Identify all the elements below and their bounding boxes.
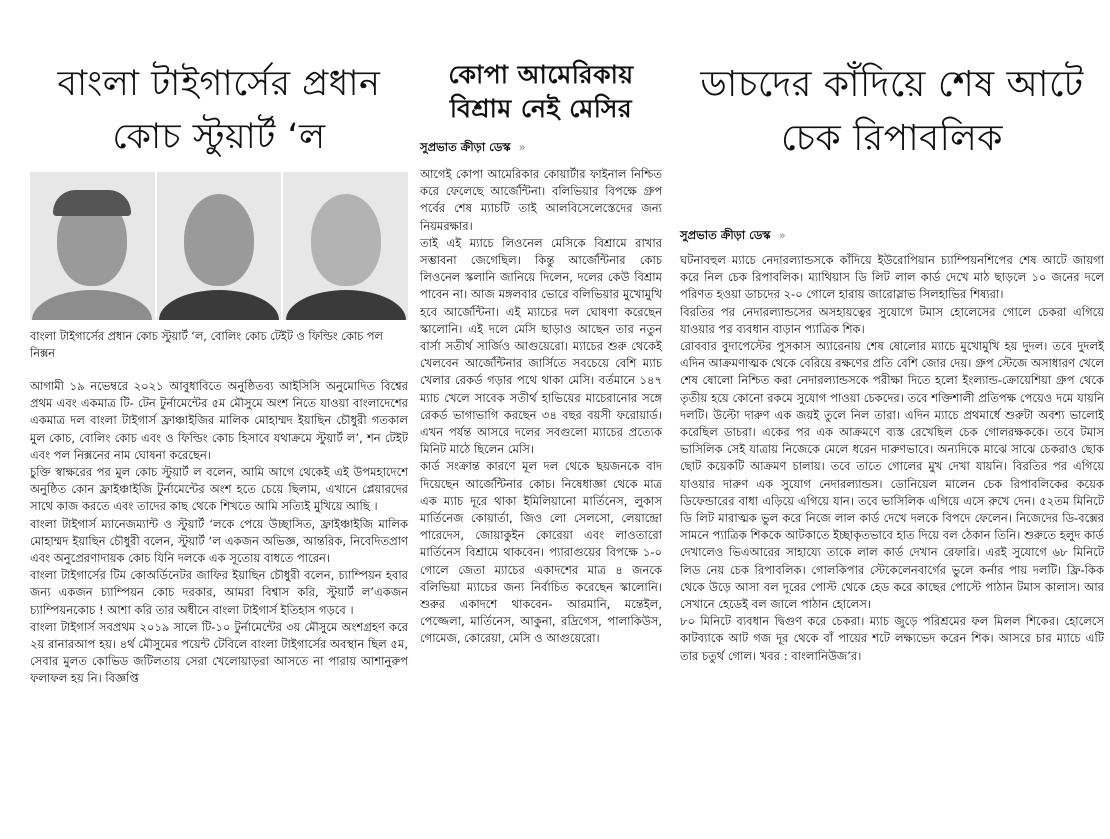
paragraph: ঘটনাবহুল ম্যাচে নেদারল্যান্ডসকে কাঁদিয়ে ইউরোপিয়ান চ্যাম্পিয়নশিপের শেষ আটে জায়গা করে নিল চেক রিপাবলিক। ম্যাথিয়াস ডি লিট লাল কার্ড দেখে মাঠ ছাড়লে ১০ জনের দলে পরিণত হওয়া ডাচদের ২-০ গোলে হারায় জারোস্লাভ সিলহাভির শিষ্যরা। [680,253,1104,302]
article-body-coach [30,378,408,688]
paragraph: বাংলা টাইগার্স সবপ্রথম ২০১৯ সালে টি-১০ টুর্নামেন্টের ৩য় মৌসুমে অংশগ্রহণ করে ২য় রানারআপ হয়। ৪র্থ মৌসুমের পয়েন্ট টেবিলে বাংলা টাইগার্সের অবস্থান ছিল ৫ম, সেবার মুলত কোভিড জটিলতায় সেরা খেলোয়াড়রা আসতে না পারায় আশানুরুপ ফলাফল হয় নি। বিজ্ঞপ্তি [30,619,408,686]
paragraph: বিরতির পর নেদারল্যান্ডসের অসহায়ত্বের সুযোগে টমাস হোলেসের গোলে চেকরা এগিয়ে যাওয়ার পর ব্যবধান বাড়ান প্যাত্রিক শিক। [680,304,1104,336]
coach-photo-shaun-tait [157,172,282,320]
paragraph: তাই এই ম্যাচে লিওনেল মেসিকে বিশ্রামে রাখার সম্ভাবনা জেগেছিল। কিন্তু আর্জেন্টিনার কোচ লিওনেল স্কলানি জানিয়ে দিলেন, দলের কেউ বিশ্রাম পাবেন না। আজ মঙ্গলবার ভোরে বলিভিয়ার মুখোমুখি হবে আর্জেন্টিনা। এই ম্যাচের দল ঘোষণা করেছেন স্কালোনি। এই দলে মেসি ছাড়াও আছেন তার নতুন বার্সা সতীর্থ সার্জিও আগুয়েরো। ম্যাচের শুরু থেকেই খেলবেন আর্জেন্টিনার জার্সিতে সবচেয়ে বেশি ম্যাচ খেলার রেকর্ড গড়ার পথে থাকা মেসি। বর্তমানে ১৪৭ ম্যাচ খেলে সাবেক সতীর্থ হাভিয়ের মাচেরানোর সঙ্গে রেকর্ড ভাগাভাগি করছেন ৩৪ বছর বয়সী ফরোয়ার্ড। এখন পর্যন্ত আসরে দলের সবগুলো ম্যাচের প্রত্যেক মিনিট মাঠে ছিলেন মেসি। [420,235,662,457]
paragraph: ৮০ মিনিটে ব্যবধান দ্বিগুণ করে চেকরা। ম্যাচ জুড়ে পরিশ্রমের ফল মিলল শিকের। হোলেসে কাটব্যাকে আট গজ দূর থেকে বাঁ পায়ের শটে লক্ষ্যভেদ করেন শিক। আসরে চার ম্যাচে এটি তার চতুর্থ গোল। খবর : বাংলানিউজ’র। [680,614,1104,663]
article-messi-column [420,0,662,648]
article-headline-coach: বাংলা টাইগার্সের প্রধান কোচ স্টুয়ার্ট ‘ল [57,64,381,157]
coach-photo-paul-nixon [283,172,408,320]
byline-text: সুপ্রভাত ক্রীড়া ডেস্ক [420,140,511,154]
paragraph: রোববার বুদাপেস্টের পুসকাস অ্যারেনায় শেষ ষোলোর ম্যাচে মুখোমুখি হয় দুদল। তবে দুদলই এদিন আক্রমণাত্মক থেকে বেরিয়ে রক্ষণের প্রতি বেশি জোর দেয়। গ্রুপ স্টেজে অসাধারণ খেলে শেষ ষোলো নিশ্চিত করা নেদারল্যান্ডসকে পরীক্ষা দিতে হলো ইংল্যান্ড-ক্রোয়েশিয়া গ্রুপ থেকে তৃতীয় হয়ে কোনো রকমে সুযোগ পাওয়া চেকদের। তবে শক্তিশালী প্রতিপক্ষ পেয়েও দমে যায়নি দলটি। উল্টো দারুণ এক জয়ই তুলে নিল তারা। এদিন ম্যাচে প্রথমার্ধে শুরুটা অবশ্য ভালোই করেছিল ডাচরা। একের পর এক আক্রমণে ব্যস্ত রেখেছিল চেক গোলরক্ষককে। তবে টমাস ভাসিলিক সেই যাত্রায় নিজেকে মেলে ধরেন দারুণভাবে। অন্যদিকে মাঝে সাঝে চেকরাও ছোক ছোট কয়েকটি আক্রমণ চালায়। তবে তাতে গোলের মুখ দেখা যায়নি। বিরতির পর এগিয়ে যাওয়ার দারুণ এক সুযোগ নেদারল্যান্ডস। ডোনিয়েল মালেন চেক রিপাবলিকের কয়েক ডিফেন্ডারের বাধা এড়িয়ে এগিয়ে যান। তবে ভাসিলিক এগিয়ে এসে রুখে দেন। ৫২তম মিনিটে ডি লিট মারাত্মক ভুল করে নিজে লাল কার্ড দেখে দলকে বিপদে ফেলেন। নিজেদের ডি-বক্সের সামনে প্যাত্রিক শিককে আটকাতে ইচ্ছাকৃতভাবে হাত দিয়ে বল ঠেকান তিনি। শুরুতে হলুদ কার্ড দেখালেও ভিএআরের সাহায্যে তাকে লাল কার্ড দেখান রেফারি। এরই সুযোগে ৬৮ মিনিটে লিড নেয় চেক রিপাবলিক। গোলকিপার স্টেকেলেনবার্গের ভুলে কর্নার পায় দলটি। ফ্রি-কিক থেকে উড়ে আসা বল দূরের পোস্ট থেকে হেড করে কাছের পোস্টে পাঠান টমাস কালাস। আর সেখানে হেডেই বল জালে পাঠান হোলেস। [680,339,1104,612]
photo-caption: বাংলা টাইগার্সের প্রধান কোচ স্টুয়ার্ট ‘ল, বোলিং কোচ টেইট ও ফিল্ডিং কোচ পল নিক্সন [30,330,383,360]
paragraph: আগেই কোপা আমেরিকার কোয়ার্টার ফাইনাল নিশ্চিত করে ফেলেছে আর্জেন্টিনা। বলিভিয়ার বিপক্ষে গ্রুপ পর্বের শেষ ম্যাচটি তাই আলবিসেলেস্তেদের জন্য নিয়মরক্ষার। [420,167,662,233]
byline-text: সুপ্রভাত ক্রীড়া ডেস্ক [680,228,771,242]
article-headline-messi: কোপা আমেরিকায় বিশ্রাম নেই মেসির [448,60,634,123]
paragraph: কার্ড সংক্রান্ত কারণে মূল দল থেকে ছয়জনকে বাদ দিয়েছেন আর্জেন্টিনার কোচ। নিষেধাজ্ঞা থেকে মাত্র এক ম্যাচ দূরে থাকা ইমিলিয়ানো মার্তিনেস, লুকাস মার্তিনেজ কোয়ার্তা, জিও লো সেলসো, লেয়ান্দ্রো পারেদেস, জোয়াকুইন কোরেয়া এবং লাওতারো মার্তিনেস বিশ্রামে থাকবেন। প্যারাগুয়ের বিপক্ষে ১-০ গোলে জেতা ম্যাচের একাদশের মাত্র ৪ জনকে বলিভিয়া ম্যাচের জন্য নির্বাচিত করেছেন স্কালোনি। শুরুর একাদশে থাকবেন- আরমানি, মন্তেইল, পেজ্জেলা, মার্তিনেস, আকুনা, রদ্রিগেস, পালাকিউস, গোমেজ, কোরেয়া, মেসি ও আগুয়েরো। [420,459,662,646]
article-body-czech [680,252,1104,665]
byline [420,136,662,158]
coach-photo-stuart-law [30,172,155,320]
byline-arrow-icon: » [518,140,526,154]
article-headline-czech: ডাচদের কাঁদিয়ে শেষ আটে চেক রিপাবলিক [700,64,1084,159]
article-czech-column [680,0,1104,665]
paragraph: বাংলা টাইগার্সের টিম কোঅর্ডিনেটর জাফির ইয়াছিন চৌধুরী বলেন, চ্যাম্পিয়ন হবার জন্য একজন চ্যাম্পিয়ন কোচ দরকার, আমরা বিশ্বাস করি, স্টুয়ার্ট ল’একজন চ্যাম্পিয়নকোচ ! আশা করি তার অধীনে বাংলা টাইগার্স ইতিহাস গড়বে । [30,568,408,617]
coaches-photo-strip [30,172,408,320]
paragraph: চুক্তি স্বাক্ষরের পর মুল কোচ স্টুয়ার্ট ল বলেন, আমি আগে থেকেই এই উপমহাদেশে অনুষ্ঠিত কোন ফ্রাইঞ্চাইজি টুর্নামেন্টের অংশ হতে চেয়ে ছিলাম, এখানে প্লেয়ারদের সাথে কাজ করতে এবং তাদের কাছ থেকে শিখতে আমি সত্যিই মুখিয়ে আছি । [30,465,408,514]
byline [680,224,1104,246]
paragraph: আগামী ১৯ নভেম্বরে ২০২১ আবুধাবিতে অনুষ্ঠিতব্য আইসিসি অনুমোদিত বিশ্বের প্রথম এবং একমাত্র টি- টেন টুর্নামেন্টের ৫ম মৌসুমে অংশ নিতে যাওয়া বাংলাদেশের একমাত্র দল বাংলা টাইগার্স ফ্রাঞ্চাইজির মালিক মোহাম্মদ ইয়াছিন চৌধুরী গতকাল মুল কোচ, বোলিং কোচ এবং ও ফিল্ডিং কোচ হিসাবে যথাক্রমে স্টুয়ার্ট ল’, শন টেইট এবং পল নিক্সনের নাম ঘোষনা করেছেন। [30,379,408,462]
paragraph: বাংলা টাইগার্স ম্যানেজম্যান্ট ও স্টুয়ার্ট ‘লকে পেয়ে উচ্ছাসিত, ফ্রাইঞ্চাইজি মালিক মোহাম্মদ ইয়াছিন চৌধুরী বলেন, স্টুয়ার্ট ‘ল একজন অভিজ্ঞ, আন্তরিক, নিবেদিতপ্রাণ এবং অনুপ্রেরণাদায়ক কোচ যিনি দলকে এক সূতোয় বাধতে পারেন। [30,516,408,566]
article-body-messi [420,166,662,648]
article-coach-column [30,0,408,686]
byline-arrow-icon: » [778,228,786,242]
